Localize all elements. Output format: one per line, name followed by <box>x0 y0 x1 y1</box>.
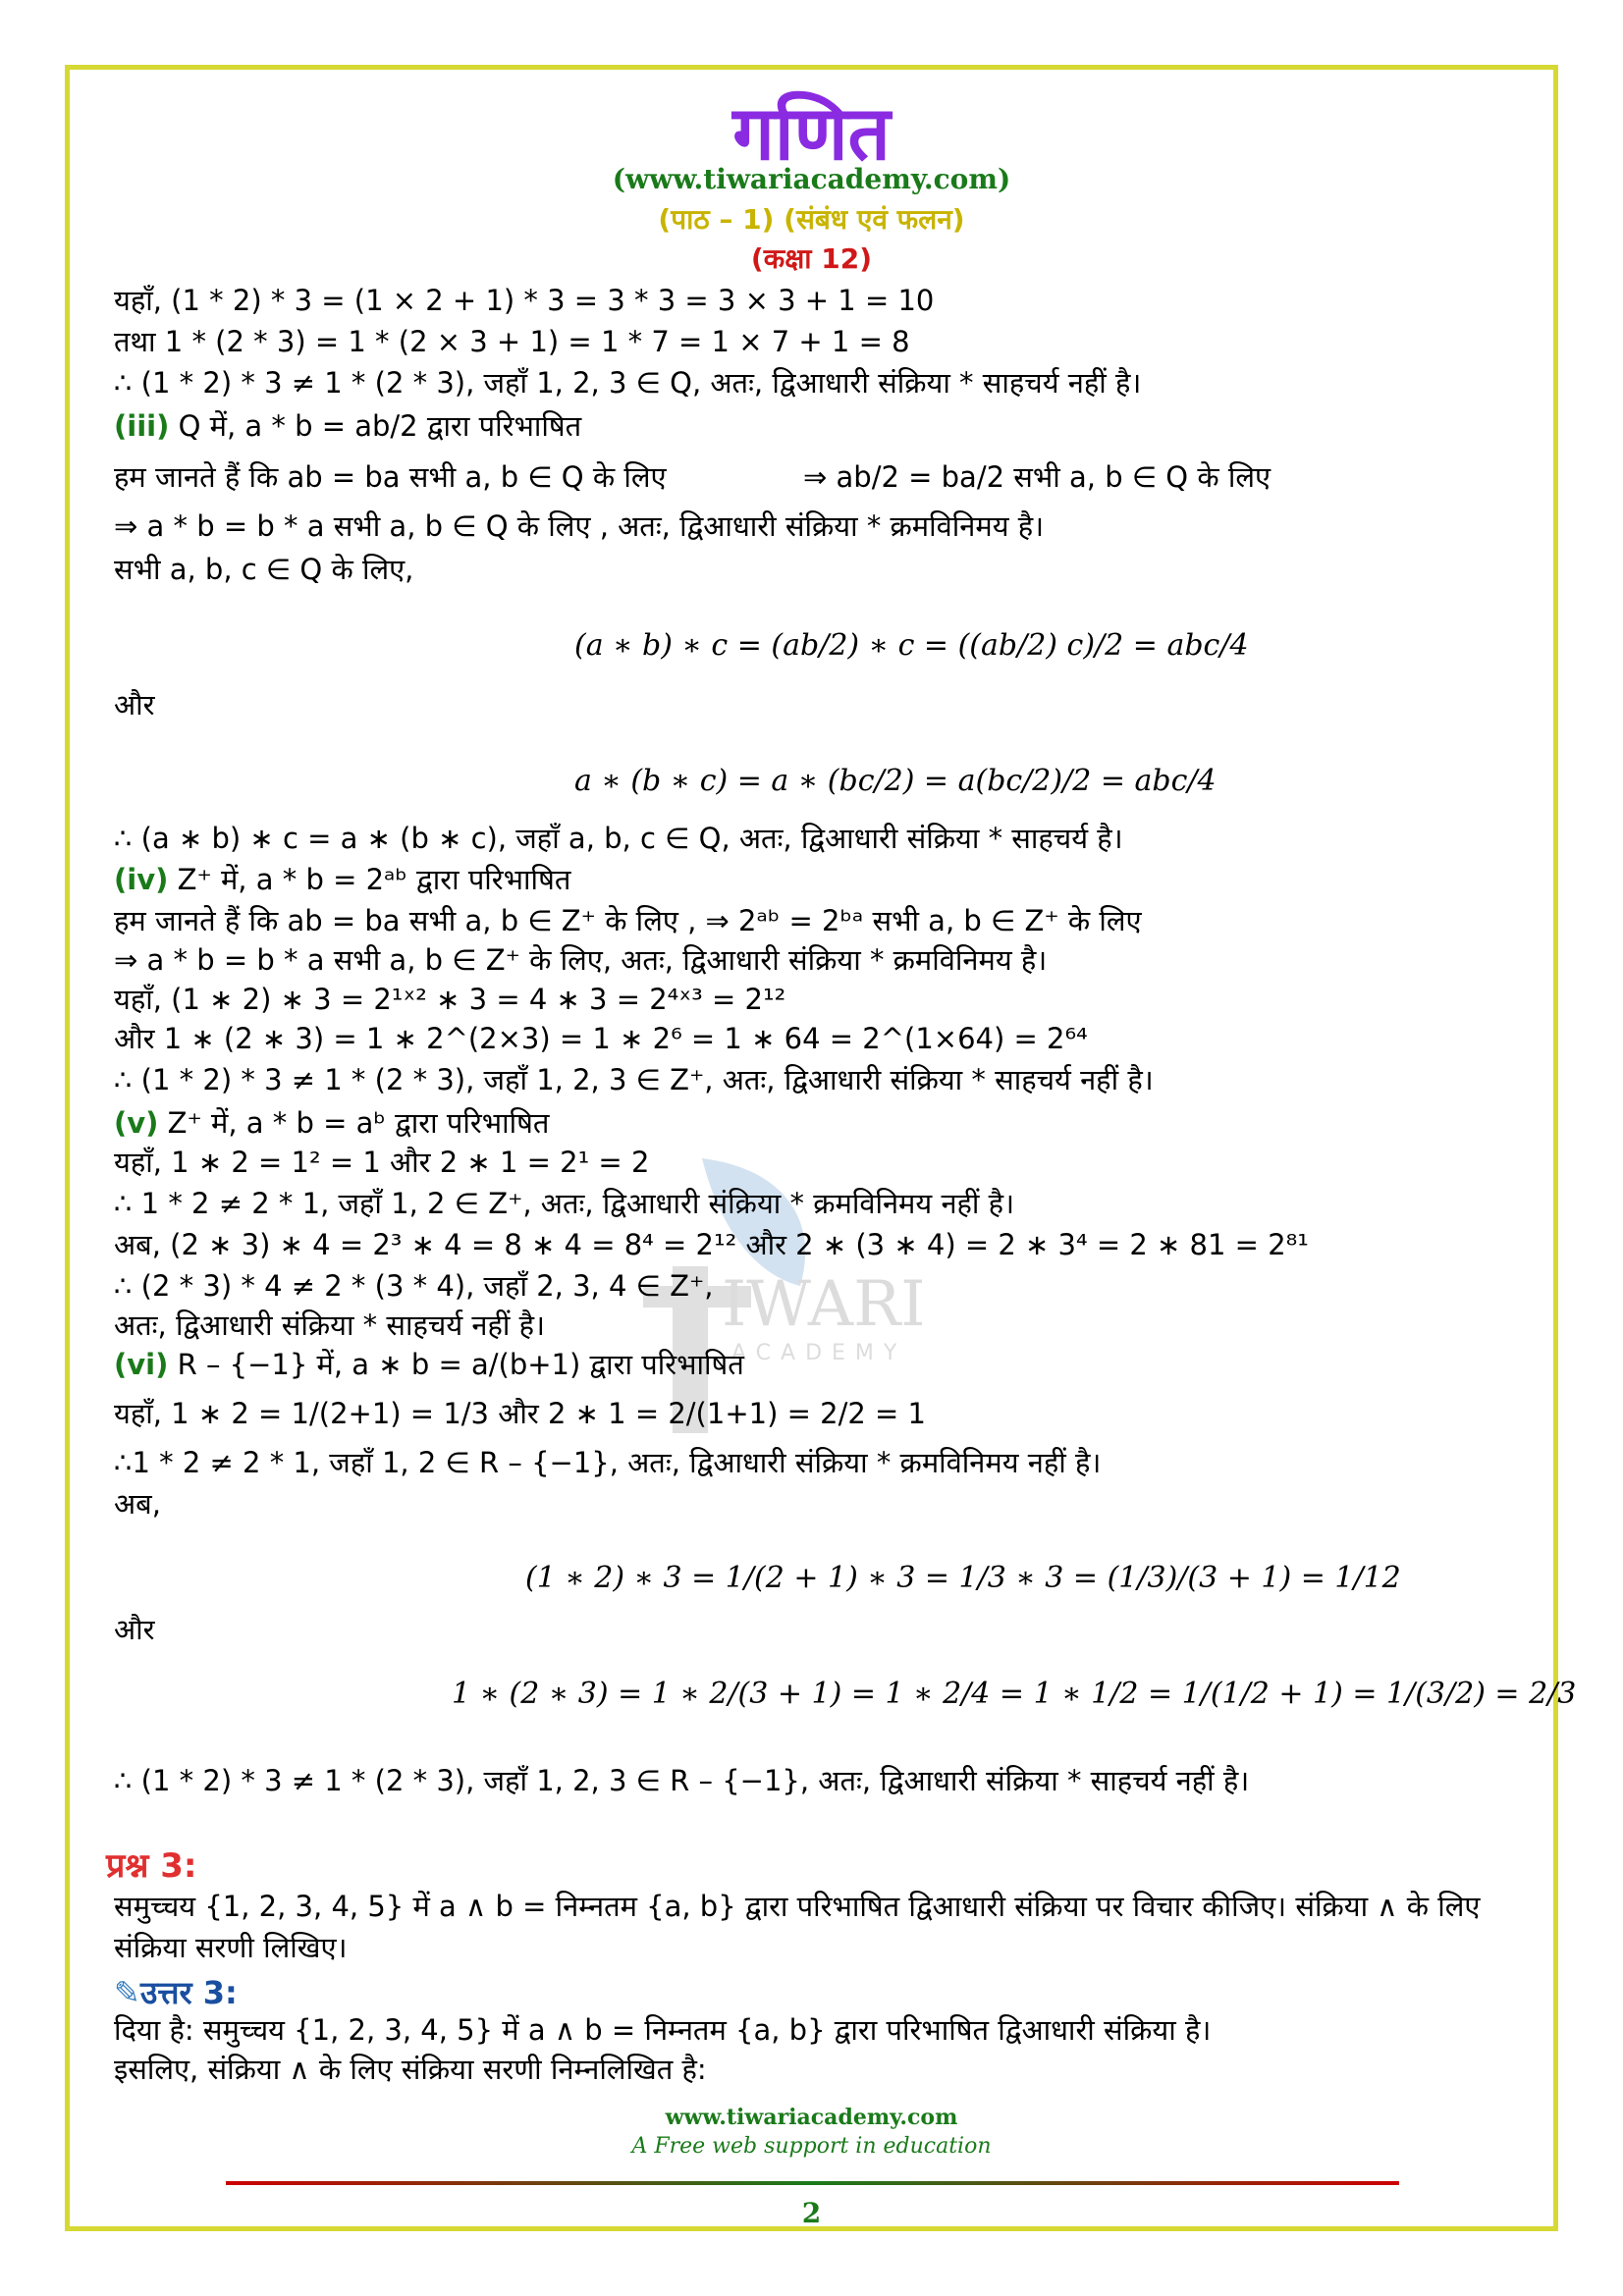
text-line: यहाँ, (1 ∗ 2) ∗ 3 = 2¹ˣ² ∗ 3 = 4 ∗ 3 = 2⁴ˣ³ = 2¹² <box>114 983 786 1016</box>
part-heading <box>114 1105 549 1141</box>
text-line: सभी a, b, c ∈ Q के लिए, <box>114 553 414 586</box>
footer-divider <box>226 2181 1399 2185</box>
answer-text: इसलिए, संक्रिया ∧ के लिए संक्रिया सरणी निम्नलिखित है: <box>114 2053 707 2086</box>
footer-site[interactable]: www.tiwariacademy.com <box>665 2105 958 2130</box>
text-line: ∴ (1 * 2) * 3 ≠ 1 * (2 * 3), जहाँ 1, 2, 3 ∈ R – {−1}, अतः, द्विआधारी संक्रिया * साहचर्य नहीं है। <box>114 1764 1250 1797</box>
equation: (1 ∗ 2) ∗ 3 = 1/(2 + 1) ∗ 3 = 1/3 ∗ 3 = (1/3)/(3 + 1) = 1/12 <box>525 1561 1401 1595</box>
equation: a ∗ (b ∗ c) = a ∗ (bc/2) = a(bc/2)/2 = abc/4 <box>574 764 1217 798</box>
answer-icon: ✎ <box>114 1974 140 2011</box>
part-definition: Z⁺ में, a * b = 2ᵃᵇ द्वारा परिभाषित <box>177 863 571 896</box>
text-line: यहाँ, 1 ∗ 2 = 1² = 1 और 2 ∗ 1 = 2¹ = 2 <box>114 1146 650 1179</box>
question-text: संक्रिया सरणी लिखिए। <box>114 1931 348 1964</box>
text-line: ∴ 1 * 2 ≠ 2 * 1, जहाँ 1, 2 ∈ Z⁺, अतः, द्विआधारी संक्रिया * क्रमविनिमय नहीं है। <box>114 1187 1015 1220</box>
part-heading <box>114 408 581 444</box>
part-definition: Q में, a * b = ab/2 द्वारा परिभाषित <box>178 409 582 443</box>
part-definition: Z⁺ में, a * b = aᵇ द्वारा परिभाषित <box>167 1106 550 1140</box>
part-label: (iv) <box>114 863 169 896</box>
site-url[interactable]: (www.tiwariacademy.com) <box>612 163 1011 195</box>
text-line: ∴ (1 * 2) * 3 ≠ 1 * (2 * 3), जहाँ 1, 2, 3 ∈ Z⁺, अतः, द्विआधारी संक्रिया * साहचर्य नहीं है। <box>114 1063 1154 1096</box>
question-text: समुच्चय {1, 2, 3, 4, 5} में a ∧ b = निम्नतम {a, b} द्वारा परिभाषित द्विआधारी संक्रिया पर विचार कीजिए। संक्रिया ∧ के लिए <box>114 1890 1481 1923</box>
lesson-name: (पाठ – 1) (संबंध एवं फलन) <box>658 203 965 236</box>
question-label: प्रश्न 3: <box>106 1846 197 1886</box>
text-line: ⇒ a * b = b * a सभी a, b ∈ Q के लिए , अतः, द्विआधारी संक्रिया * क्रमविनिमय है। <box>114 509 1045 543</box>
text-line: ⇒ ab/2 = ba/2 सभी a, b ∈ Q के लिए <box>803 460 1271 494</box>
part-label: (vi) <box>114 1348 169 1381</box>
part-definition: R – {−1} में, a ∗ b = a/(b+1) द्वारा परिभाषित <box>177 1348 744 1381</box>
footer-tagline: A Free web support in education <box>631 2134 992 2159</box>
text-line: तथा 1 * (2 * 3) = 1 * (2 × 3 + 1) = 1 * 7 = 1 × 7 + 1 = 8 <box>114 325 910 358</box>
equation: 1 ∗ (2 ∗ 3) = 1 ∗ 2/(3 + 1) = 1 ∗ 2/4 = 1 ∗ 1/2 = 1/(1/2 + 1) = 1/(3/2) = 2/3 <box>452 1677 1577 1711</box>
part-label: (v) <box>114 1106 159 1140</box>
text-line: और 1 ∗ (2 ∗ 3) = 1 ∗ 2^(2×3) = 1 ∗ 2⁶ = 1 ∗ 64 = 2^(1×64) = 2⁶⁴ <box>114 1022 1088 1055</box>
text-line: और <box>114 688 155 721</box>
watermark-subtext: ACADEMY <box>731 1341 907 1365</box>
text-line: हम जानते हैं कि ab = ba सभी a, b ∈ Z⁺ के लिए , ⇒ 2ᵃᵇ = 2ᵇᵃ सभी a, b ∈ Z⁺ के लिए <box>114 904 1142 937</box>
text-line: ∴ (1 * 2) * 3 ≠ 1 * (2 * 3), जहाँ 1, 2, 3 ∈ Q, अतः, द्विआधारी संक्रिया * साहचर्य नहीं है। <box>114 366 1142 400</box>
text-line: हम जानते हैं कि ab = ba सभी a, b ∈ Q के लिए <box>114 460 667 494</box>
text-line: अब, <box>114 1487 161 1521</box>
text-line: और <box>114 1613 155 1646</box>
text-line: यहाँ, (1 * 2) * 3 = (1 × 2 + 1) * 3 = 3 * 3 = 3 × 3 + 1 = 10 <box>114 284 935 317</box>
part-heading <box>114 1347 744 1382</box>
equation: (a ∗ b) ∗ c = (ab/2) ∗ c = ((ab/2) c)/2 = abc/4 <box>574 628 1249 663</box>
text-line: अब, (2 ∗ 3) ∗ 4 = 2³ ∗ 4 = 8 ∗ 4 = 8⁴ = 2¹² और 2 ∗ (3 ∗ 4) = 2 ∗ 3⁴ = 2 ∗ 81 = 2⁸¹ <box>114 1228 1309 1261</box>
text-line: ⇒ a * b = b * a सभी a, b ∈ Z⁺ के लिए, अतः, द्विआधारी संक्रिया * क्रमविनिमय है। <box>114 943 1048 977</box>
page-number: 2 <box>801 2197 822 2229</box>
page-title: गणित <box>732 89 891 177</box>
answer-label: ✎उत्तर 3: <box>114 1974 238 2011</box>
text-line: ∴1 * 2 ≠ 2 * 1, जहाँ 1, 2 ∈ R – {−1}, अतः, द्विआधारी संक्रिया * क्रमविनिमय नहीं है। <box>114 1446 1102 1479</box>
class-label: (कक्षा 12) <box>750 242 873 275</box>
text-line: ∴ (2 * 3) * 4 ≠ 2 * (3 * 4), जहाँ 2, 3, 4 ∈ Z⁺, <box>114 1269 714 1303</box>
part-label: (iii) <box>114 409 170 443</box>
part-heading <box>114 862 570 897</box>
text-line: यहाँ, 1 ∗ 2 = 1/(2+1) = 1/3 और 2 ∗ 1 = 2/(1+1) = 2/2 = 1 <box>114 1397 926 1430</box>
watermark-text: IWARI <box>722 1268 926 1341</box>
answer-text: दिया है: समुच्चय {1, 2, 3, 4, 5} में a ∧ b = निम्नतम {a, b} द्वारा परिभाषित द्विआधारी संक्रिया है। <box>114 2013 1212 2047</box>
text-line: अतः, द्विआधारी संक्रिया * साहचर्य नहीं है। <box>114 1308 545 1342</box>
text-line: ∴ (a ∗ b) ∗ c = a ∗ (b ∗ c), जहाँ a, b, c ∈ Q, अतः, द्विआधारी संक्रिया * साहचर्य है। <box>114 822 1123 855</box>
